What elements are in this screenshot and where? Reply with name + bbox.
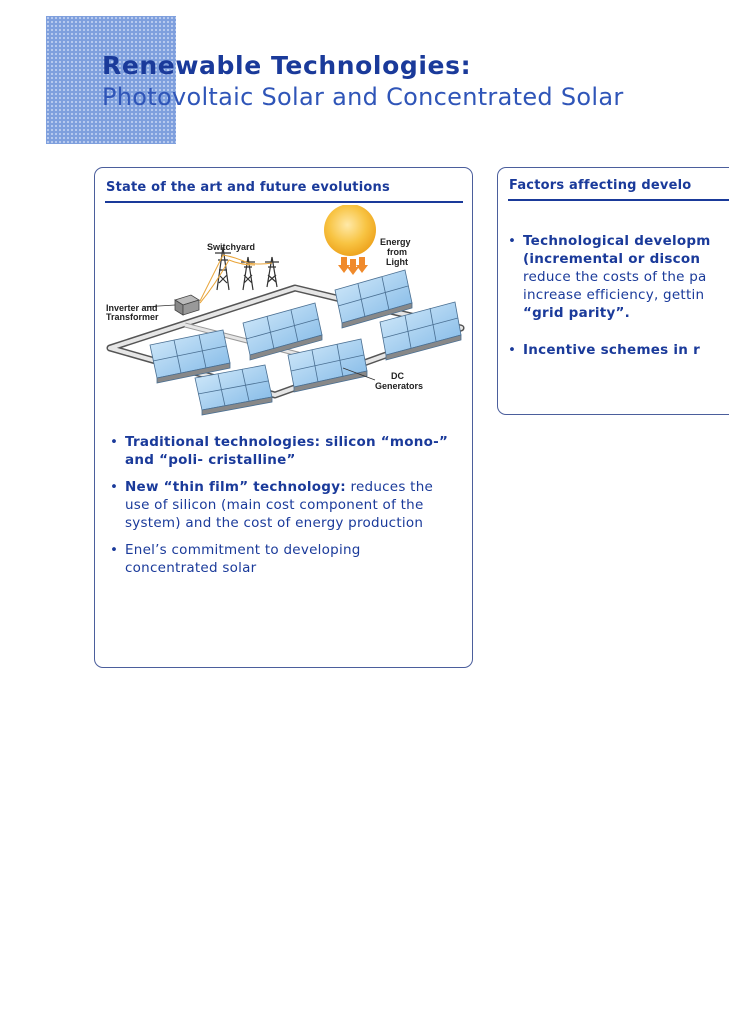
- bullet-text: Enel’s commitment to developing concentrated solar: [125, 542, 361, 576]
- bullet-bold-text: Technological developm: [523, 233, 711, 249]
- inverter-box-icon: [175, 295, 199, 315]
- bullet-text: reduces the use of silicon (main cost component of the system) and the cost of energy production: [125, 479, 434, 531]
- bullet-bold-text: Traditional technologies: silicon “mono-” and “poli- cristalline”: [125, 434, 449, 468]
- switchyard-label: Switchyard: [207, 242, 256, 252]
- heading-rule: [105, 201, 463, 203]
- bullet-bold-text: New “thin film” technology:: [125, 479, 346, 495]
- factors-heading: Factors affecting develo: [509, 178, 692, 193]
- dc-label-line1: DC: [391, 371, 404, 381]
- list-item: [508, 341, 729, 359]
- title-block: [102, 50, 624, 112]
- list-item: [110, 541, 455, 577]
- bullet-text: reduce the costs of the pa: [523, 269, 707, 285]
- bullet-text: increase efficiency, gettin: [523, 287, 705, 303]
- sun-icon: [324, 205, 376, 256]
- factors-bullets: [508, 232, 729, 368]
- energy-arrows-icon: [338, 257, 368, 275]
- bullet-bold-text: (incremental or discon: [523, 251, 701, 267]
- energy-label: Energy: [380, 237, 411, 247]
- list-item: [110, 478, 455, 532]
- heading-rule: [508, 199, 729, 201]
- page-subtitle: Photovoltaic Solar and Concentrated Solar: [102, 83, 624, 111]
- inverter-label-line2: Transformer: [106, 312, 159, 322]
- dc-label-line2: Generators: [375, 381, 424, 391]
- list-item: [508, 232, 729, 322]
- bullet-bold-text: Incentive schemes in r: [523, 342, 700, 358]
- list-item: [110, 433, 455, 469]
- state-of-art-bullets: [110, 433, 455, 586]
- state-of-art-heading: State of the art and future evolutions: [106, 180, 390, 195]
- solar-plant-diagram: [105, 205, 465, 430]
- bullet-bold-text: “grid parity”.: [523, 305, 630, 321]
- from-label: from: [387, 247, 407, 257]
- page-title: Renewable Technologies:: [102, 51, 472, 80]
- solar-panel: [288, 339, 367, 392]
- light-label: Light: [386, 257, 408, 267]
- inverter-label-line1: Inverter and: [106, 303, 158, 313]
